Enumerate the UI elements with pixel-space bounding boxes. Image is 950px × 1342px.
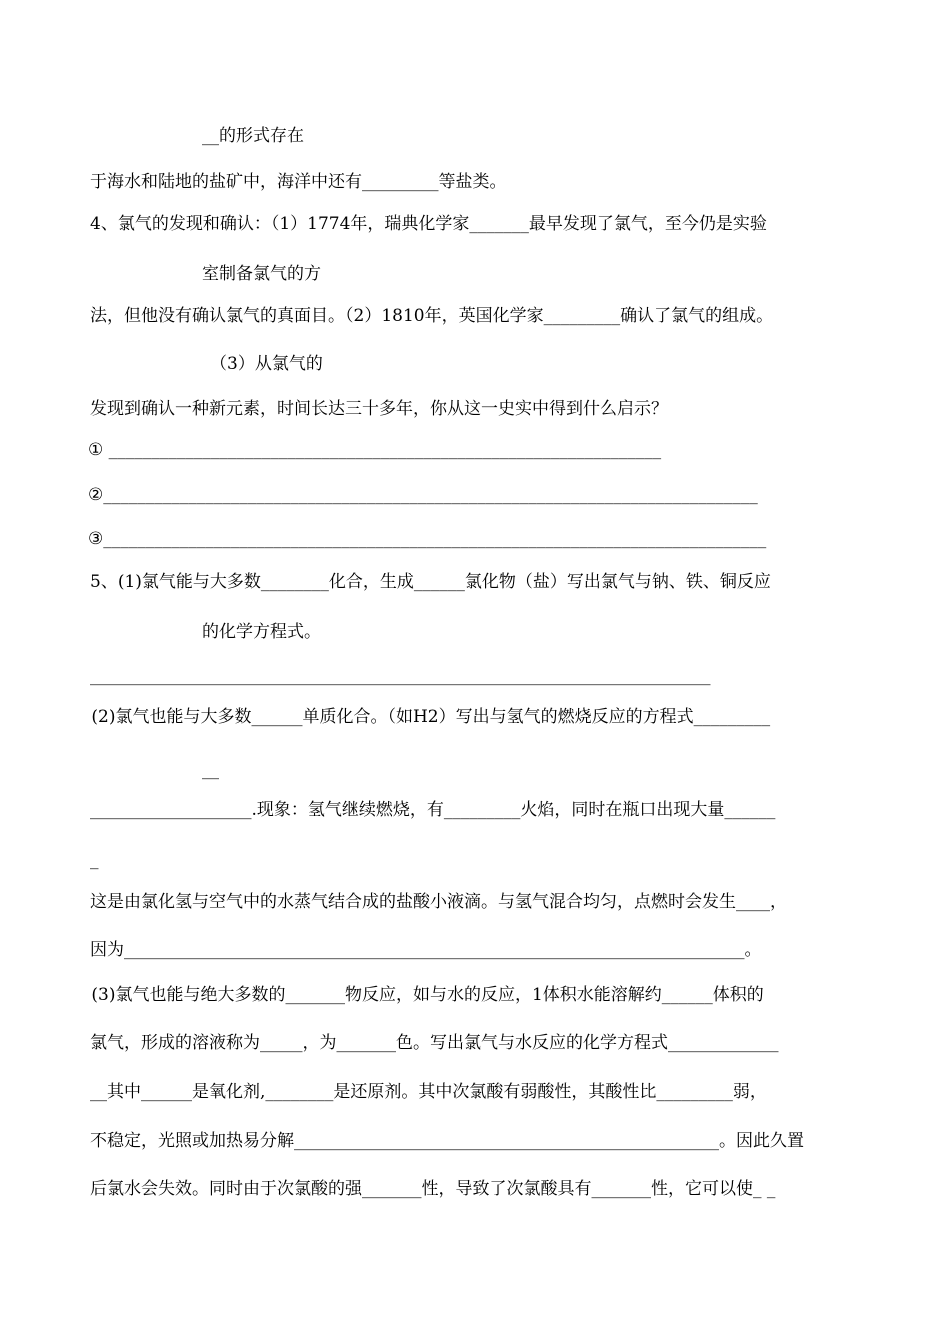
text-line: (2)氯气也能与大多数______单质化合。（如H2）写出与氢气的燃烧反应的方程式_________ [86, 707, 771, 727]
answer-line: ① _________________________________________________________________ [88, 440, 662, 460]
text-line: 室制备氯气的方 [202, 264, 321, 284]
answer-line: _________________________________________________________________________ [90, 666, 711, 686]
text-line: （3）从氯气的 [210, 354, 323, 374]
text-line: _ [90, 850, 99, 870]
text-line: __其中______是氧化剂,________是还原剂。其中次氯酸有弱酸性，其酸性比_________弱， [90, 1082, 767, 1102]
text-line: 不稳定，光照或加热易分解__________________________________________________。因此久置 [90, 1131, 804, 1151]
text-line: 因为_________________________________________________________________________。 [90, 940, 762, 960]
text-line: ___________________.现象：氢气继续燃烧，有_________火焰，同时在瓶口出现大量______ [90, 800, 776, 820]
answer-line: ②_____________________________________________________________________________ [88, 485, 758, 505]
text-line: 5、(1)氯气能与大多数________化合，生成______氯化物（盐）写出氯气与钠、铁、铜反应 [90, 572, 771, 592]
text-line: 发现到确认一种新元素，时间长达三十多年，你从这一史实中得到什么启示？ [90, 399, 668, 419]
text-line: (3)氯气也能与绝大多数的_______物反应，如与水的反应，1体积水能溶解约______体积的 [86, 985, 764, 1005]
text-line: 于海水和陆地的盐矿中，海洋中还有_________等盐类。 [90, 172, 507, 192]
text-line: 后氯水会失效。同时由于次氯酸的强_______性，导致了次氯酸具有_______性，它可以使_ _ [90, 1179, 776, 1199]
text-line: 4、氯气的发现和确认：（1）1774年，瑞典化学家_______最早发现了氯气，至今仍是实验 [90, 214, 767, 234]
text-line: 的化学方程式。 [202, 622, 321, 642]
answer-line: ③______________________________________________________________________________ [88, 529, 767, 549]
text-line: __的形式存在 [202, 126, 304, 146]
text-line: 法，但他没有确认氯气的真面目。（2）1810年，英国化学家_________确认了氯气的组成。 [90, 306, 774, 326]
text-line: 氯气，形成的溶液称为_____，为_______色。写出氯气与水反应的化学方程式_____________ [90, 1033, 779, 1053]
text-line: __ [202, 760, 219, 780]
text-line: 这是由氯化氢与空气中的水蒸气结合成的盐酸小液滴。与氢气混合均匀，点燃时会发生____， [90, 892, 787, 912]
